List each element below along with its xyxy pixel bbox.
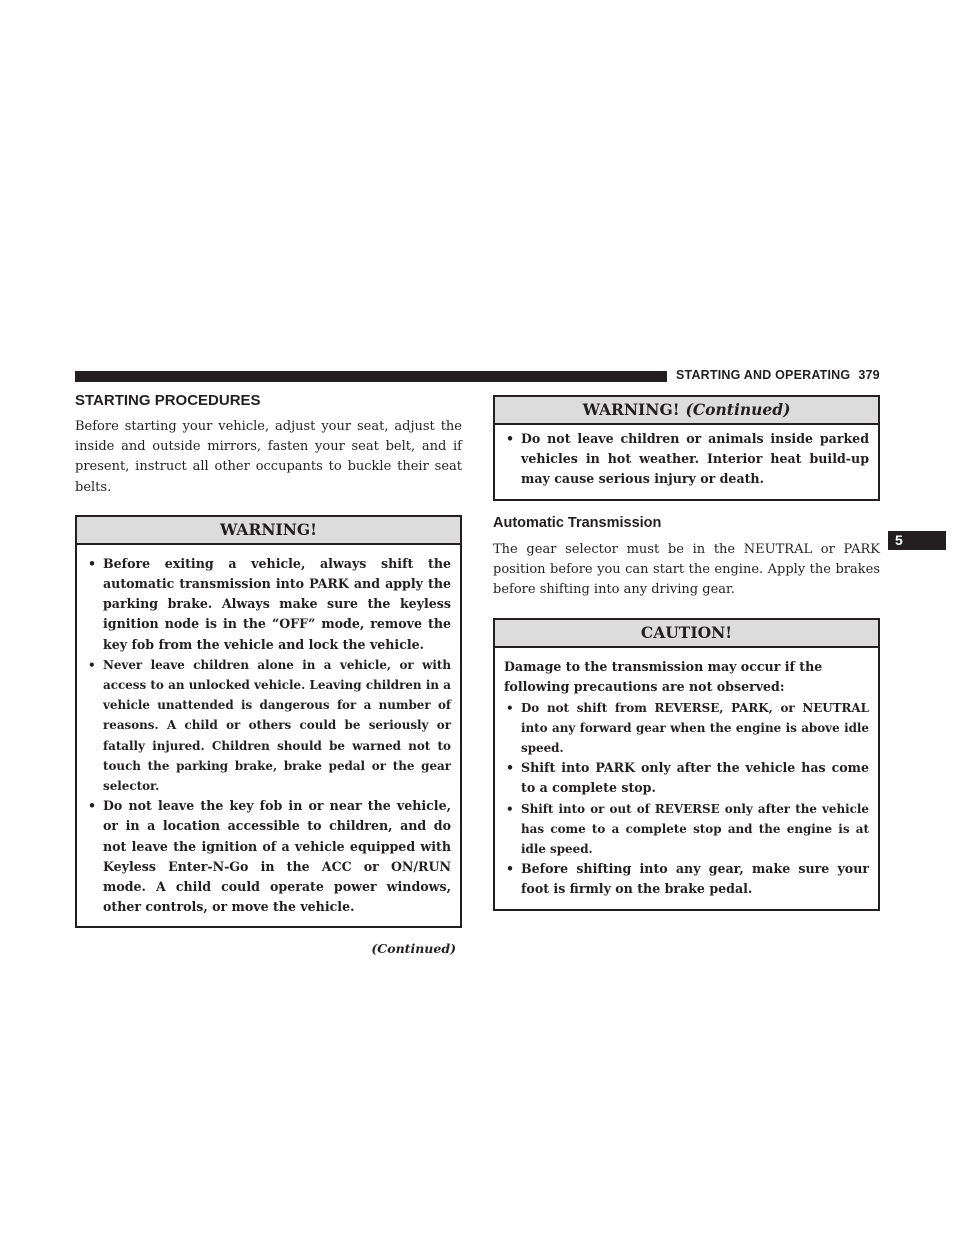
warning-continued-list — [504, 429, 869, 490]
header-rule — [75, 371, 667, 382]
continued-note: (Continued) — [371, 941, 456, 957]
transmission-paragraph: The gear selector must be in the NEUTRAL or PARK position before you can start the engine. Apply the brakes before shifting into any driving gear. — [493, 541, 880, 598]
chapter-title: STARTING AND OPERATING — [676, 368, 851, 382]
list-item: • Do not shift from REVERSE, PARK, or NEUTRAL into any forward gear when the engine is above idle speed. — [506, 700, 869, 756]
warning-title: WARNING! — [77, 517, 460, 545]
list-item: • Never leave children alone in a vehicle, or with access to an unlocked vehicle. Leaving children in a vehicle unattended is dangerous for a number of reasons. A child or others could be seriously or fatally injured. Children should be warned not to touch the parking brake, brake pedal or the gear selector. — [88, 657, 451, 794]
intro-paragraph: Before starting your vehicle, adjust your seat, adjust the inside and outside mirrors, fasten your seat belt, and if present, instruct all other occupants to buckle their seat belts. — [75, 419, 462, 495]
warning-continued-box — [493, 395, 880, 501]
warning-box — [75, 515, 462, 929]
warning-continued-title — [495, 397, 878, 425]
list-item: • Shift into or out of REVERSE only after the vehicle has come to a complete stop and the engine is at idle speed. — [506, 801, 869, 857]
caution-box — [493, 618, 880, 910]
continued-label: (Continued) — [685, 400, 791, 419]
page-number: 379 — [858, 368, 880, 382]
list-item: • Before exiting a vehicle, always shift the automatic transmission into PARK and apply the parking brake. Always make sure the keyless ignition node is in the “OFF” mode, remove the key fob from the vehicle and lock the vehicle. — [88, 555, 451, 652]
running-header — [676, 368, 880, 382]
caution-title: CAUTION! — [495, 620, 878, 648]
section-heading: STARTING PROCEDURES — [75, 392, 261, 409]
caution-list — [504, 698, 869, 900]
list-item: • Before shifting into any gear, make sure your foot is firmly on the brake pedal. — [506, 861, 869, 897]
list-item: • Do not leave children or animals inside parked vehicles in hot weather. Interior heat build-up may cause serious injury or death. — [506, 431, 869, 487]
section-tab: 5 — [888, 531, 946, 550]
subsection-heading: Automatic Transmission — [493, 514, 662, 531]
list-item: • Do not leave the key fob in or near the vehicle, or in a location accessible to children, and do not leave the ignition of a vehicle equipped with Keyless Enter-N-Go in the ACC or ON/RUN mode. A child could operate power windows, other controls, or move the vehicle. — [88, 798, 451, 915]
left-column — [75, 392, 462, 956]
warning-list — [86, 554, 451, 918]
caution-intro: Damage to the transmission may occur if the following precautions are not observed: — [504, 659, 823, 695]
warning-label: WARNING! — [582, 400, 680, 419]
right-column — [493, 395, 880, 911]
list-item: • Shift into PARK only after the vehicle has come to a complete stop. — [506, 760, 869, 796]
